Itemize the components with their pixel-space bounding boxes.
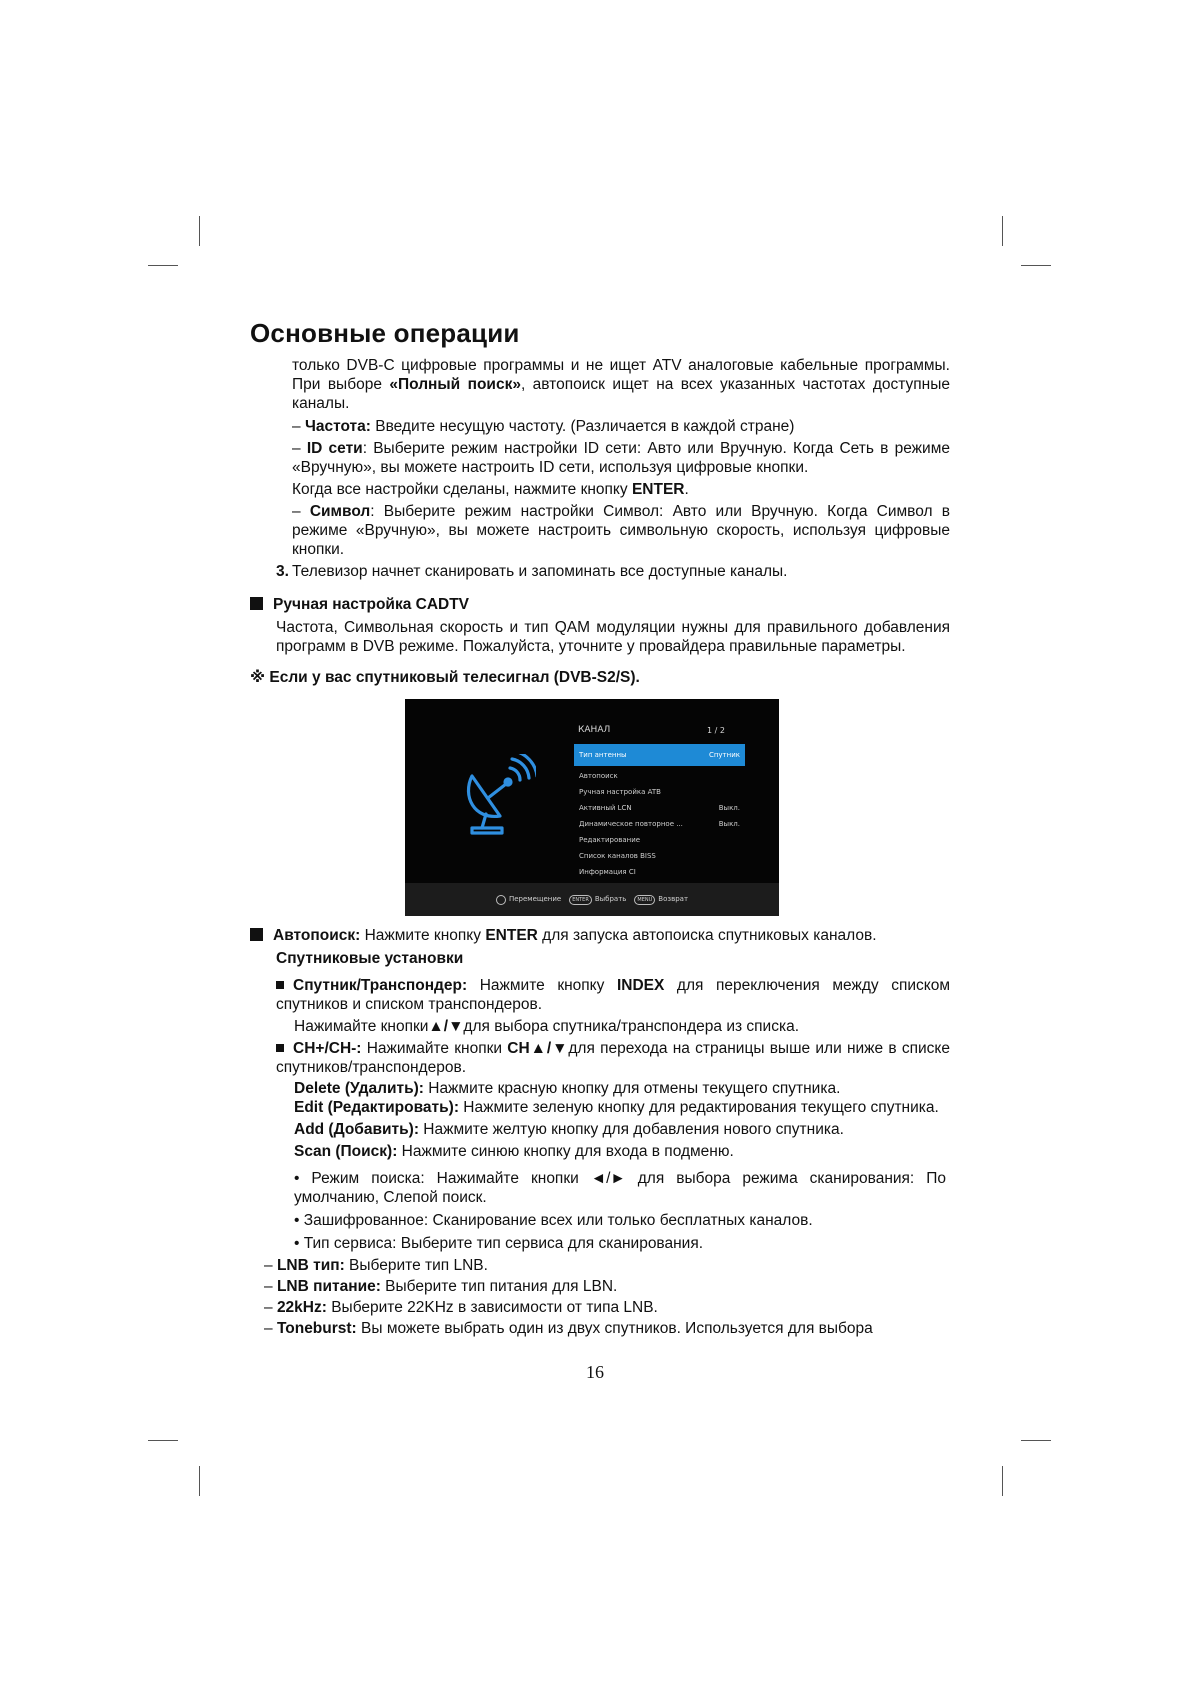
- item-label: Тип антенны: [579, 751, 627, 759]
- scan-item: [250, 1142, 950, 1161]
- frequency-item: [250, 417, 950, 436]
- tv-menu-item-editing[interactable]: [574, 832, 745, 848]
- autosearch-text: Нажмите кнопку: [360, 927, 486, 944]
- lnb-type-text: Выберите тип LNB.: [344, 1257, 488, 1274]
- frequency-text: Введите несущую частоту. (Различается в каждой стране): [370, 418, 795, 435]
- arrows-text-end: для выбора спутника/транспондера из списка.: [463, 1018, 799, 1035]
- tv-menu-screenshot: [405, 699, 779, 916]
- page-content: [250, 356, 950, 1338]
- network-id-text: : Выберите режим настройки ID сети: Авто или Вручную. Когда Сеть в режиме «Вручную», вы можете настроить ID сети, используя цифровые кнопки.: [292, 440, 950, 476]
- sat-tp-text: Нажмите кнопку: [467, 977, 617, 994]
- select-hint: [569, 890, 626, 909]
- square-bullet-icon: [250, 928, 263, 941]
- delete-item: [250, 1079, 950, 1098]
- delete-text: Нажмите красную кнопку для отмены текущего спутника.: [423, 1080, 841, 1097]
- network-id-label: ID сети: [306, 440, 363, 457]
- dash: –: [292, 418, 305, 435]
- item-label: Динамическое повторное ...: [579, 820, 683, 828]
- move-label: Перемещение: [508, 895, 562, 903]
- ch-keys-term: CH▲/▼: [507, 1040, 569, 1057]
- period: .: [684, 481, 689, 498]
- navigation-icon: [496, 895, 506, 905]
- arrows-text: Нажимайте кнопки: [294, 1018, 429, 1035]
- network-id-item: [250, 439, 950, 477]
- page-number: 16: [586, 1362, 604, 1382]
- scan-text: Нажмите синюю кнопку для входа в подменю.: [397, 1143, 734, 1160]
- arrows-symbol: ▲/▼: [428, 1018, 464, 1035]
- sat-tp-item: [250, 976, 950, 1014]
- small-square-bullet-icon: [276, 1044, 284, 1052]
- crop-mark-top-right-vertical: [1002, 216, 1003, 246]
- manual-heading-text: Ручная настройка CADTV: [273, 596, 470, 613]
- toneburst-text: Вы можете выбрать один из двух спутников. Используется для выбора: [356, 1320, 873, 1337]
- dvbc-text-end: , автопоиск ищет на всех указанных частотах доступные каналы.: [292, 376, 950, 412]
- add-text: Нажмите желтую кнопку для добавления нового спутника.: [419, 1121, 844, 1138]
- lnb-power-label: LNB питание:: [276, 1278, 381, 1295]
- frequency-label: Частота:: [304, 418, 371, 435]
- tv-menu-page: 1 / 2: [707, 726, 725, 735]
- ch-label: CH+/CH-:: [293, 1040, 362, 1057]
- crop-mark-bottom-left-vertical: [199, 1466, 200, 1496]
- dvbc-text: только DVB-C цифровые программы и не ищет ATV аналоговые кабельные программы. При выборе: [292, 357, 950, 393]
- tv-menu-item-active-lcn[interactable]: [574, 800, 745, 816]
- tv-menu-item-dynamic-rescan[interactable]: [574, 816, 745, 832]
- sat-tp-text-end: для переключения между списком спутников и списком транспондеров.: [276, 977, 950, 1013]
- search-mode-item: • Режим поиска: Нажимайте кнопки ◄/► для выбора режима сканирования: По умолчанию, Слепой поиск.: [294, 1170, 946, 1206]
- item-label: Ручная настройка ATB: [579, 788, 661, 796]
- symbol-text: : Выберите режим настройки Символ: Авто или Вручную. Когда Символ в режиме «Вручную», вы можете настроить символьную скорость, используя цифровые кнопки.: [292, 503, 950, 558]
- enter-key-term: ENTER: [485, 927, 538, 944]
- manual-cadtv-heading: [250, 595, 950, 614]
- dvbc-search-paragraph: [250, 356, 950, 413]
- edit-label: Edit (Редактировать):: [294, 1099, 459, 1116]
- lnb-power-item: – LNB питание: Выберите тип питания для LBN.: [264, 1278, 618, 1295]
- satellite-dish-icon: [460, 754, 536, 838]
- enter-key-icon: ENTER: [569, 895, 592, 905]
- sat-tp-label: Спутник/Транспондер:: [293, 977, 468, 994]
- lnb-power-text: Выберите тип питания для LBN.: [380, 1278, 618, 1295]
- crop-mark-bottom-right-horizontal: [1021, 1440, 1051, 1441]
- add-label: Add (Добавить):: [294, 1121, 419, 1138]
- tv-menu-item-antenna-type[interactable]: [574, 744, 745, 766]
- scan-label: Scan (Поиск):: [294, 1143, 398, 1160]
- enter-key-term: ENTER: [631, 481, 685, 498]
- done-text: Когда все настройки сделаны, нажмите кнопку: [292, 481, 632, 498]
- dash: –: [292, 503, 310, 520]
- tv-menu-item-biss-list[interactable]: [574, 848, 745, 864]
- service-type-item: • Тип сервиса: Выберите тип сервиса для сканирования.: [294, 1235, 704, 1252]
- ch-text-end: для перехода на страницы выше или ниже в списке спутников/транспондеров.: [276, 1040, 950, 1076]
- delete-label: Delete (Удалить):: [294, 1080, 424, 1097]
- lnb-type-item: – LNB тип: Выберите тип LNB.: [264, 1257, 488, 1274]
- crop-mark-top-left-horizontal: [148, 265, 178, 266]
- ch-text: Нажимайте кнопки: [361, 1040, 508, 1057]
- khz-text: Выберите 22KHz в зависимости от типа LNB.: [326, 1299, 658, 1316]
- back-hint: [634, 890, 688, 909]
- tv-menu-title: КАНАЛ: [578, 725, 611, 735]
- item-label: Редактирование: [579, 836, 641, 844]
- step-3: [250, 562, 950, 581]
- crop-mark-top-right-horizontal: [1021, 265, 1051, 266]
- item-label: Список каналов BISS: [579, 852, 656, 860]
- autosearch-item: [250, 926, 950, 945]
- toneburst-label: Toneburst:: [276, 1320, 357, 1337]
- step-number: 3.: [276, 563, 289, 580]
- done-instruction: [250, 480, 950, 499]
- khz-label: 22kHz:: [276, 1299, 327, 1316]
- tv-menu-list: [574, 744, 745, 880]
- tv-menu-item-manual-atv[interactable]: [574, 784, 745, 800]
- tv-menu-footer: [405, 883, 779, 916]
- symbol-label: Символ: [309, 503, 371, 520]
- crop-mark-top-left-vertical: [199, 216, 200, 246]
- autosearch-label: Автопоиск:: [273, 927, 361, 944]
- toneburst-item: – Toneburst: Вы можете выбрать один из двух спутников. Используется для выбора: [264, 1320, 873, 1337]
- crop-mark-bottom-right-vertical: [1002, 1466, 1003, 1496]
- symbol-item: [250, 502, 950, 559]
- tv-menu-item-autosearch[interactable]: [574, 768, 745, 784]
- menu-key-icon: MENU: [634, 895, 655, 905]
- encrypted-item: • Зашифрованное: Сканирование всех или только бесплатных каналов.: [294, 1212, 813, 1229]
- ch-item: [250, 1039, 950, 1077]
- khz-item: – 22kHz: Выберите 22KHz в зависимости от типа LNB.: [264, 1299, 658, 1316]
- square-bullet-icon: [250, 597, 263, 610]
- crop-mark-bottom-left-horizontal: [148, 1440, 178, 1441]
- small-square-bullet-icon: [276, 981, 284, 989]
- tv-menu-item-ci-info[interactable]: [574, 864, 745, 880]
- dash: –: [292, 440, 307, 457]
- manual-cadtv-text: Частота, Символьная скорость и тип QAM модуляции нужны для правильного добавления программ в DVB режиме. Пожалуйста, уточните у провайдера правильные параметры.: [276, 619, 950, 655]
- back-label: Возврат: [658, 895, 689, 903]
- page-title: Основные операции: [250, 318, 520, 348]
- item-label: Активный LCN: [579, 804, 632, 812]
- edit-item: [250, 1098, 950, 1117]
- autosearch-text-end: для запуска автопоиска спутниковых каналов.: [537, 927, 877, 944]
- item-value: Выкл.: [718, 804, 740, 812]
- item-label: Информация CI: [579, 868, 636, 876]
- lnb-type-label: LNB тип:: [276, 1257, 345, 1274]
- item-value: Спутник: [708, 751, 740, 759]
- satellite-heading: ※ Если у вас спутниковый телесигнал (DVB-S2/S).: [250, 669, 640, 686]
- select-label: Выбрать: [594, 895, 627, 903]
- item-value: Выкл.: [718, 820, 740, 828]
- item-label: Автопоиск: [579, 772, 618, 780]
- step-text: Телевизор начнет сканировать и запоминать все доступные каналы.: [292, 563, 788, 580]
- index-key-term: INDEX: [616, 977, 665, 994]
- sat-settings-heading: Спутниковые установки: [276, 950, 464, 967]
- full-search-term: «Полный поиск»: [389, 376, 521, 393]
- arrows-item: [250, 1017, 950, 1036]
- add-item: [250, 1120, 950, 1139]
- edit-text: Нажмите зеленую кнопку для редактирования текущего спутника.: [458, 1099, 939, 1116]
- move-hint: [496, 890, 561, 909]
